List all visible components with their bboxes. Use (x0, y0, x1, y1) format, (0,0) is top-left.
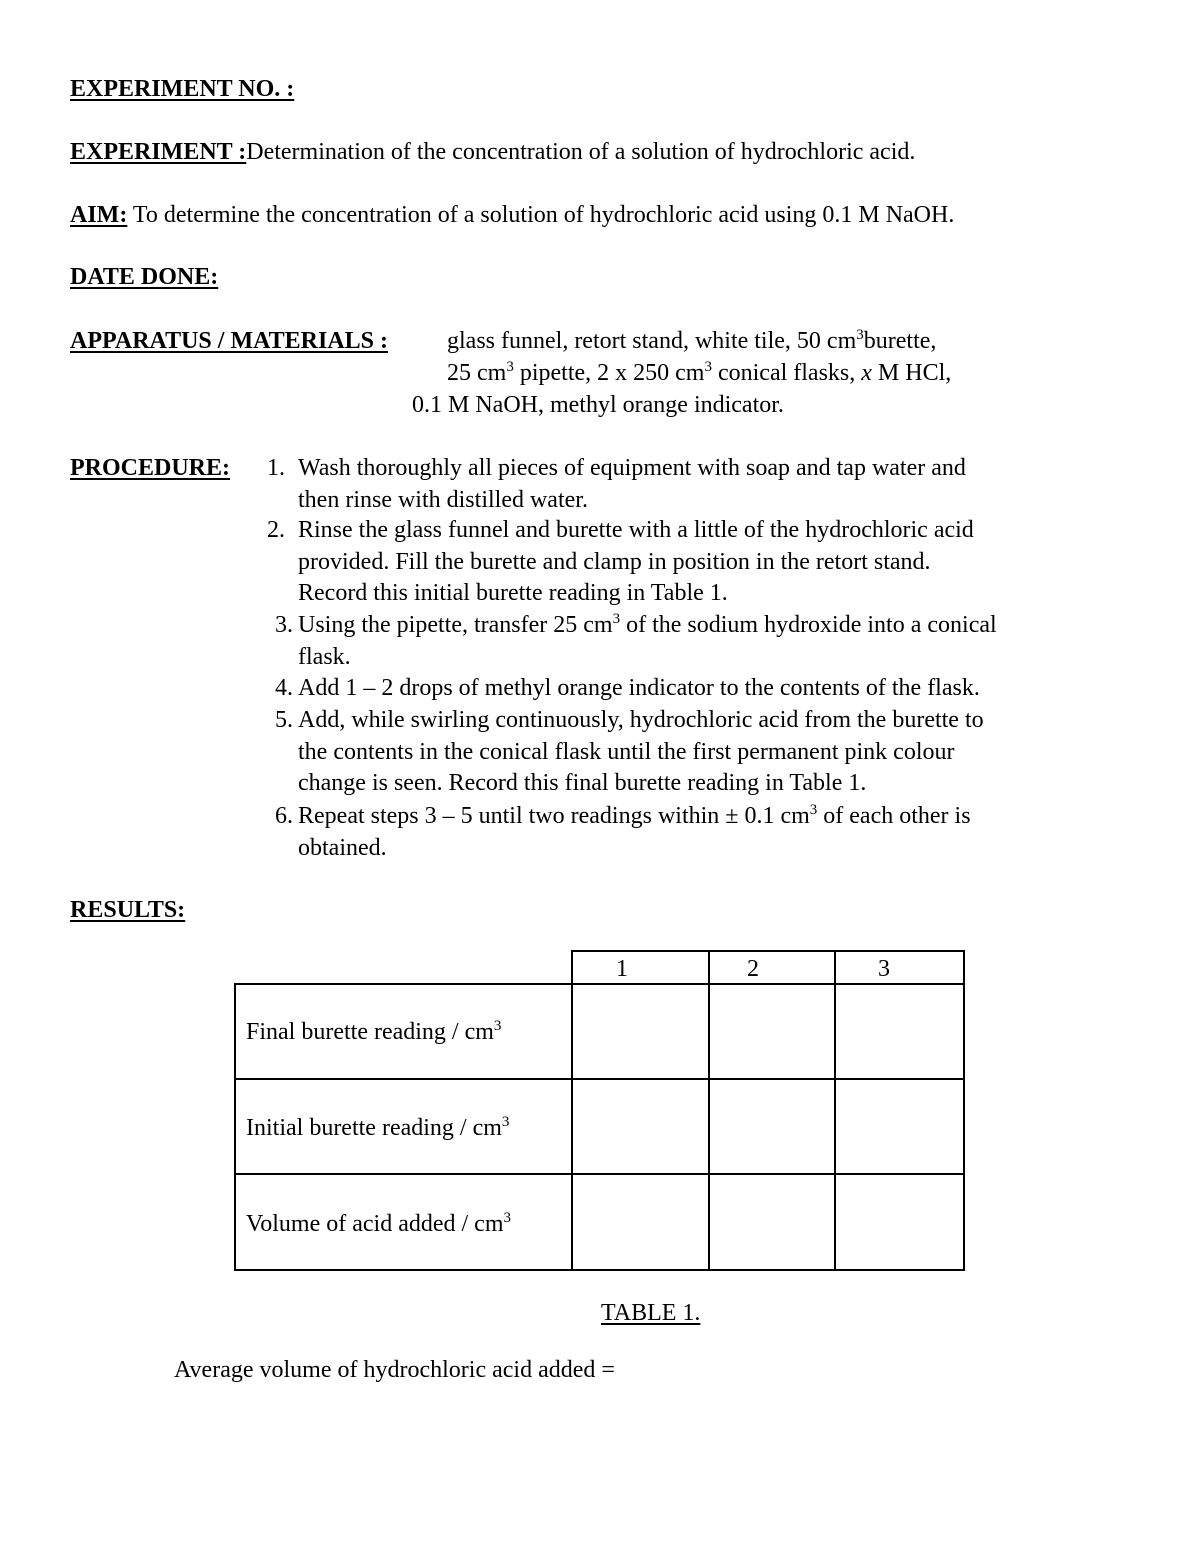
experiment-label: EXPERIMENT : (70, 139, 247, 165)
step-number: 4. (275, 675, 293, 701)
row-label (246, 1017, 501, 1047)
aim-line (70, 200, 954, 230)
apparatus-line-2-hcl: M HCl, (871, 360, 952, 386)
procedure-step-4 (298, 673, 1098, 705)
superscript: 3 (501, 1114, 510, 1130)
column-header: 1 (616, 956, 628, 982)
step-line (298, 610, 1098, 642)
table-caption: TABLE 1. (601, 1300, 701, 1326)
step-line: flask. (298, 643, 351, 670)
apparatus-line-1-end: burette, (863, 328, 937, 354)
apparatus-label: APPARATUS / MATERIALS : (70, 328, 389, 354)
table-border (571, 950, 573, 1271)
superscript: 3 (503, 1210, 511, 1226)
results-label: RESULTS: (70, 897, 186, 923)
step-text: of each other is (817, 803, 971, 829)
step-number: 2. (267, 517, 285, 543)
step-number: 6. (275, 803, 293, 829)
aim-text: To determine the concentration of a solution of hydrochloric acid using 0.1 M NaOH. (132, 202, 955, 228)
procedure-step-5 (298, 705, 1098, 800)
table-border (572, 950, 965, 952)
step-line: provided. Fill the burette and clamp in position in the retort stand. (298, 548, 931, 575)
table-border (834, 950, 836, 1271)
step-line: Wash thoroughly all pieces of equipment with soap and tap water and (298, 455, 966, 481)
superscript: 3 (612, 611, 621, 627)
step-line: Add, while swirling continuously, hydrochloric acid from the burette to (298, 707, 984, 733)
apparatus-line-2-flasks: conical flasks, (711, 360, 862, 386)
row-label-text: Volume of acid added / cm (246, 1211, 504, 1237)
apparatus-line-3: 0.1 M NaOH, methyl orange indicator. (412, 392, 784, 418)
step-number: 5. (275, 707, 293, 733)
table-border (234, 1173, 965, 1175)
table-border (234, 983, 236, 1271)
step-text: of the sodium hydroxide into a conical (620, 612, 997, 638)
procedure-step-3 (298, 610, 1098, 673)
apparatus-line-2 (447, 358, 951, 388)
experiment-text: Determination of the concentration of a solution of hydrochloric acid. (246, 139, 916, 165)
superscript: 3 (856, 327, 864, 343)
column-header: 3 (878, 956, 890, 982)
step-line: Record this initial burette reading in Table 1. (298, 580, 728, 606)
row-label (246, 1113, 509, 1143)
table-border (963, 950, 965, 1271)
procedure-step-2 (298, 515, 1098, 610)
step-line: then rinse with distilled water. (298, 486, 588, 513)
step-line: Add 1 – 2 drops of methyl orange indicator to the contents of the flask. (298, 675, 980, 701)
variable-x: x (861, 360, 872, 386)
aim-label: AIM: (70, 202, 128, 228)
superscript: 3 (493, 1018, 502, 1034)
step-number: 3. (275, 612, 293, 638)
average-volume-line: Average volume of hydrochloric acid added = (174, 1357, 615, 1383)
row-label (246, 1209, 511, 1239)
procedure-step-6 (298, 801, 1098, 864)
procedure-label: PROCEDURE: (70, 455, 230, 481)
row-label-text: Initial burette reading / cm (246, 1115, 502, 1141)
column-header: 2 (747, 956, 759, 982)
procedure-step-1 (298, 453, 1098, 516)
experiment-no-heading: EXPERIMENT NO. : (70, 76, 295, 102)
step-text: Repeat steps 3 – 5 until two readings within ± 0.1 cm (298, 803, 810, 829)
date-done-label: DATE DONE: (70, 264, 219, 290)
apparatus-line-1-text: glass funnel, retort stand, white tile, 50 cm (447, 328, 857, 354)
step-number: 1. (267, 455, 285, 481)
table-border (234, 1078, 965, 1080)
superscript: 3 (809, 802, 818, 818)
step-line: Rinse the glass funnel and burette with a little of the hydrochloric acid (298, 517, 974, 543)
experiment-line (70, 137, 915, 167)
apparatus-line-1 (447, 326, 936, 356)
step-text: Using the pipette, transfer 25 cm (298, 612, 613, 638)
row-label-text: Final burette reading / cm (246, 1019, 494, 1045)
superscript: 3 (506, 359, 514, 375)
step-line: the contents in the conical flask until the first permanent pink colour (298, 738, 955, 765)
table-border (234, 1269, 965, 1271)
step-line: obtained. (298, 834, 387, 861)
apparatus-line-2-text: 25 cm (447, 360, 507, 386)
step-line: change is seen. Record this final burette reading in Table 1. (298, 770, 867, 796)
step-line (298, 801, 1098, 833)
apparatus-line-2-pipette: pipette, 2 x 250 cm (513, 360, 705, 386)
superscript: 3 (704, 359, 712, 375)
table-border (708, 950, 710, 1271)
